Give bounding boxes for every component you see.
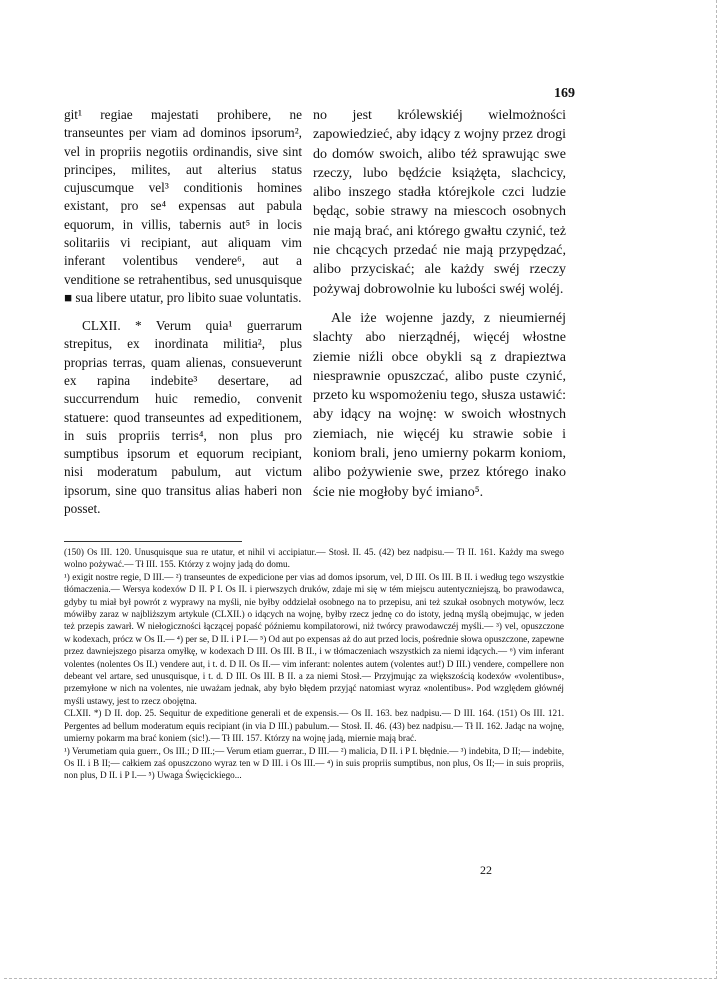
latin-article-clxii: CLXII. * Verum quia¹ guerrarum strepitus, ex inordinata militia², plus proprias terras, quam alienas, consueverunt ex rapina indebite³ desertare, ad succurrendum huic remedio, convenit statuere: quod transeuntes ad expeditionem, in suis propriis terris⁴, non plus pro sumptibus ipsorum et equorum recipiant, nisi moderatum pabulum, aut victum ipsorum, sine quo transitus alias haberi non posset. [64,318,302,516]
latin-column [64,106,302,518]
footnote-variants-clxii: ¹) Verumetiam quia guerr., Os III.; D III.;— Verum etiam guerrar., D III.— ²) malicia, D II. i P I. błędnie.— ³) indebita, D II;— indebite, Os II. i B II;— całkiem zaś opuszczono wyraz ten w D III. i Os III.— ⁴) in suis propriis sumptibus, non plus, Os II;— in suis propriis, non plus, D II. i P I.— ⁵) Uwaga Święcickiego... [64,745,564,781]
footnote-variants-150: ¹) exigit nostre regie, D III.— ²) transeuntes de expedicione per vias ad domos ipsorum, vel, D III. Os III. B II. i według tego wszystkie tłómaczenia.— Wersya kodexów D II. P I. Os II. i pierwszych druków, zdaje mi się w tém miejscu autentyczniejszą, bo prawodawca, gdyby tu miał był powrót z wyprawy na myśli, nie byłby oddzielał osobnego na to przepisu, ani też szukał osobnych motywów, lecz mówiłby zaraz w najbliższym artykule (CLXII.) o idących na wojnę, byłby rzecz jednę co do istoty, jedną myślą obejmując, w jeden też przepis zawarł. W niełogiczności łączącej popaść późniemu kompilatorowi, niż twórcy prawodawczéj myśli.— ³) vel, opuszczone w kodexach, prócz w Os II.— ⁴) per se, D II. i P I.— ⁵) Od aut po expensas aż do aut przed locis, pośrednie słowa opuszczone, zapewne przez dawniejszego pisarza omyłkę, w kodexach D III. Os III. B II., i w tłómaczeniach wszystkich za niemi idących.— ⁶) vim inferant volentes (nolentes Os II.) vendere aut, i t. d. D II. Os II.— vim inferant: nolentes autem (volentes aut!) D III.) vendere, compellere non debeant vel artare, sed unusquisque, i t. d. D III. Os III. B II. a za niemi Stosł.— Przyjmując za większością kodexów «volentibus», przemyłone w nich na volentes, nie uważam jednak, aby było błędem przyjąć natomiast wyraz «nolentibus». Pod względem głównéj myśli ustawy, jest to rzecz obojętna. [64,571,564,706]
polish-article-clxii: Ale iże wojenne jazdy, z nieumiernéj slachty abo nierządnéj, więcéj włostne ziemie niźli obce obykli są z drapieztwa niesprawnie opuszczać, alibo puste czynić, przeto ku wspomożeniu tego, słusza ustawić: aby idący na wojnę: w swoich włostnych ziemiach, nie więcéj ku strawie sobie i koniom brali, jeno umierny pokarm koniom, alibo pożywienie swe, przez którego inako ście nie mogłoby być imiano⁵. [313,310,566,500]
footnote-sources-150: (150) Os III. 120. Unusquisque sua re utatur, et nihil vi accipiatur.— Stosł. II. 45. (42) bez nadpisu.— Tł II. 161. Każdy ma swego wolno pożywać.— Tł III. 155. Którzy z wojny jadą do domu. [64,547,564,570]
footnotes [64,546,564,782]
latin-paragraph-continued: git¹ regiae majestati prohibere, ne transeuntes per viam ad dominos ipsorum², vel in propriis negotiis ordinandis, sive sint principes, milites, aut alterius status cujuscumque vel³ conditionis homines existant, pro se⁴ expensas aut pabula equorum, in villis, tabernis aut⁵ in locis solitariis vi recipiant, aut aliquam vim inferant volentibus vendere⁶, aut a venditione se retrahentibus, sed unusquisque ■ sua libere utatur, pro libito suae voluntatis. [64,107,302,305]
page-number: 169 [554,86,575,101]
polish-column [313,106,566,502]
footnote-sources-clxii: CLXII. *) D II. dop. 25. Sequitur de expeditione generali et de expensis.— Os II. 163. bez nadpisu.— D III. 164. (151) Os III. 121. Pergentes ad bellum moderatum equis recipiant (in via D III.) pabulum.— Stosł. II. 46. (43) bez nadpisu.— Tł II. 162. Jadąc na wojnę, umierny pokarm ma brać koniem (sic!).— Tł III. 157. Którzy na wojnę jadą, miernie mają brać. [64,708,564,744]
polish-paragraph-continued: no jest królewskiéj wielmożności zapowiedzieć, aby idący z wojny przez drogi do domów swoich, alibo téż sprawując swe rzeczy, lubo będźcie książęta, slachcicy, alibo inszego stadła którejkole czci ludzie będąc, sobie strawy na miescoch osobnych nie mają brać, ani którego gwałtu czynić, też nie chcących przedać nie mają przypędzać, alibo przyciskać; ale każdy swéj rzeczy pożywaj dobrowolnie ku lubości swéj woléj. [313,108,566,297]
signature-mark: 22 [480,863,492,877]
footnote-separator [64,541,242,542]
